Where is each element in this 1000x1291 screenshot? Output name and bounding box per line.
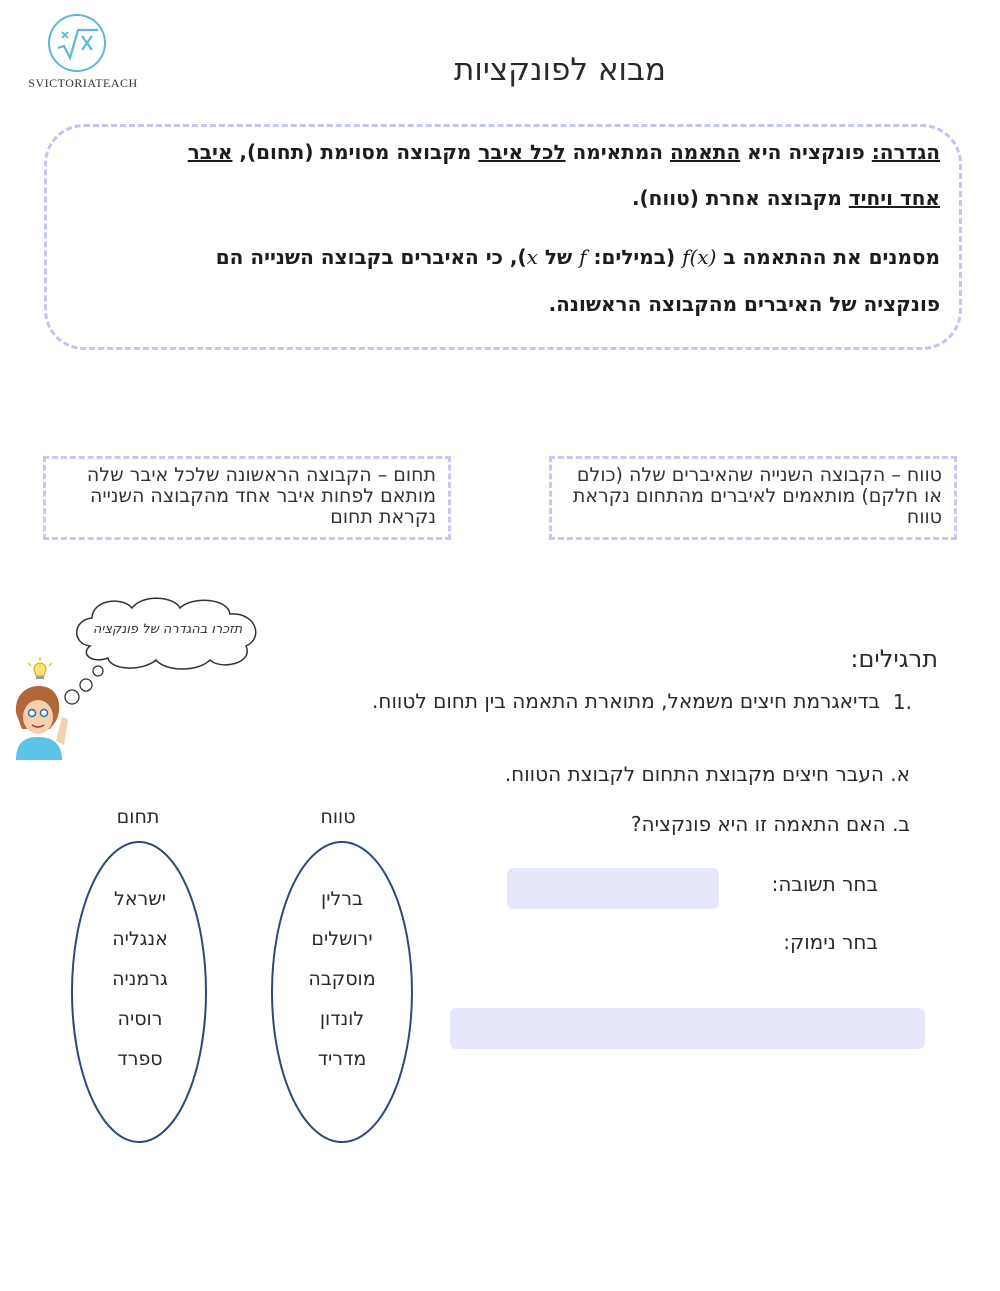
logo	[18, 10, 148, 100]
thinking-character-icon	[10, 655, 110, 760]
justify-dropdown[interactable]	[450, 1008, 925, 1049]
question-1-number: 1.	[892, 690, 912, 714]
domain-label: תחום	[116, 806, 160, 828]
bubble-text: תזכרו בהגדרה של פונקציה	[92, 622, 243, 637]
justify-label: בחר נימוק:	[783, 930, 878, 954]
range-item-berlin[interactable]: ברלין	[321, 888, 363, 910]
domain-ellipse[interactable]	[72, 842, 206, 1142]
range-ellipse[interactable]	[272, 842, 412, 1142]
answer-label: בחר תשובה:	[771, 872, 878, 896]
question-1b: ב. האם התאמה זו היא פונקציה?	[630, 812, 910, 836]
range-item-moscow[interactable]: מוסקבה	[308, 968, 376, 990]
definition-line-3: מסמנים את ההתאמה ב f(x) (במילים: f של x), כי האיברים בקבוצה השנייה הם	[215, 245, 940, 269]
range-item-madrid[interactable]: מדריד	[317, 1048, 367, 1070]
exercises-heading: תרגילים:	[850, 645, 938, 673]
diagram-ellipses	[70, 840, 420, 1150]
definition-line-2: אחד ויחיד מקבוצה אחרת (טווח).	[631, 186, 940, 210]
page-title: מבוא לפונקציות	[454, 52, 666, 88]
logo-text: SVICTORIATEACH	[28, 76, 138, 90]
question-1a: א. העבר חיצים מקבוצת התחום לקבוצת הטווח.	[504, 762, 910, 786]
range-label: טווח	[320, 806, 356, 828]
domain-definition-text: תחום – הקבוצה הראשונה שלכל איבר שלה מותאם לפחות איבר אחד מהקבוצה השנייה נקראת תחום	[86, 464, 436, 528]
domain-item-england[interactable]: אנגליה	[112, 928, 168, 950]
domain-item-spain[interactable]: ספרד	[117, 1048, 163, 1070]
range-item-london[interactable]: לונדון	[319, 1008, 365, 1030]
domain-definition-box	[43, 456, 451, 540]
domain-item-israel[interactable]: ישראל	[114, 888, 166, 910]
domain-item-germany[interactable]: גרמניה	[112, 968, 168, 990]
definition-line-1: הגדרה: פונקציה היא התאמה המתאימה לכל איבר מקבוצה מסוימת (תחום), איבר	[187, 140, 940, 164]
range-item-jerusalem[interactable]: ירושלים	[311, 928, 373, 950]
range-definition-box	[549, 456, 957, 540]
definition-line-4: פונקציה של האיברים מהקבוצה הראשונה.	[548, 292, 940, 316]
range-definition-text: טווח – הקבוצה השנייה שהאיברים שלה (כולם או חלקם) מותאמים לאיברים מהתחום נקראת טווח	[572, 464, 942, 528]
logo-sqrt-icon	[48, 14, 106, 72]
question-1-text: בדיאגרמת חיצים משמאל, מתוארת התאמה בין תחום לטווח.	[372, 689, 880, 713]
definition-label: הגדרה:	[871, 140, 940, 164]
answer-dropdown[interactable]	[507, 868, 719, 909]
domain-item-russia[interactable]: רוסיה	[117, 1008, 163, 1030]
